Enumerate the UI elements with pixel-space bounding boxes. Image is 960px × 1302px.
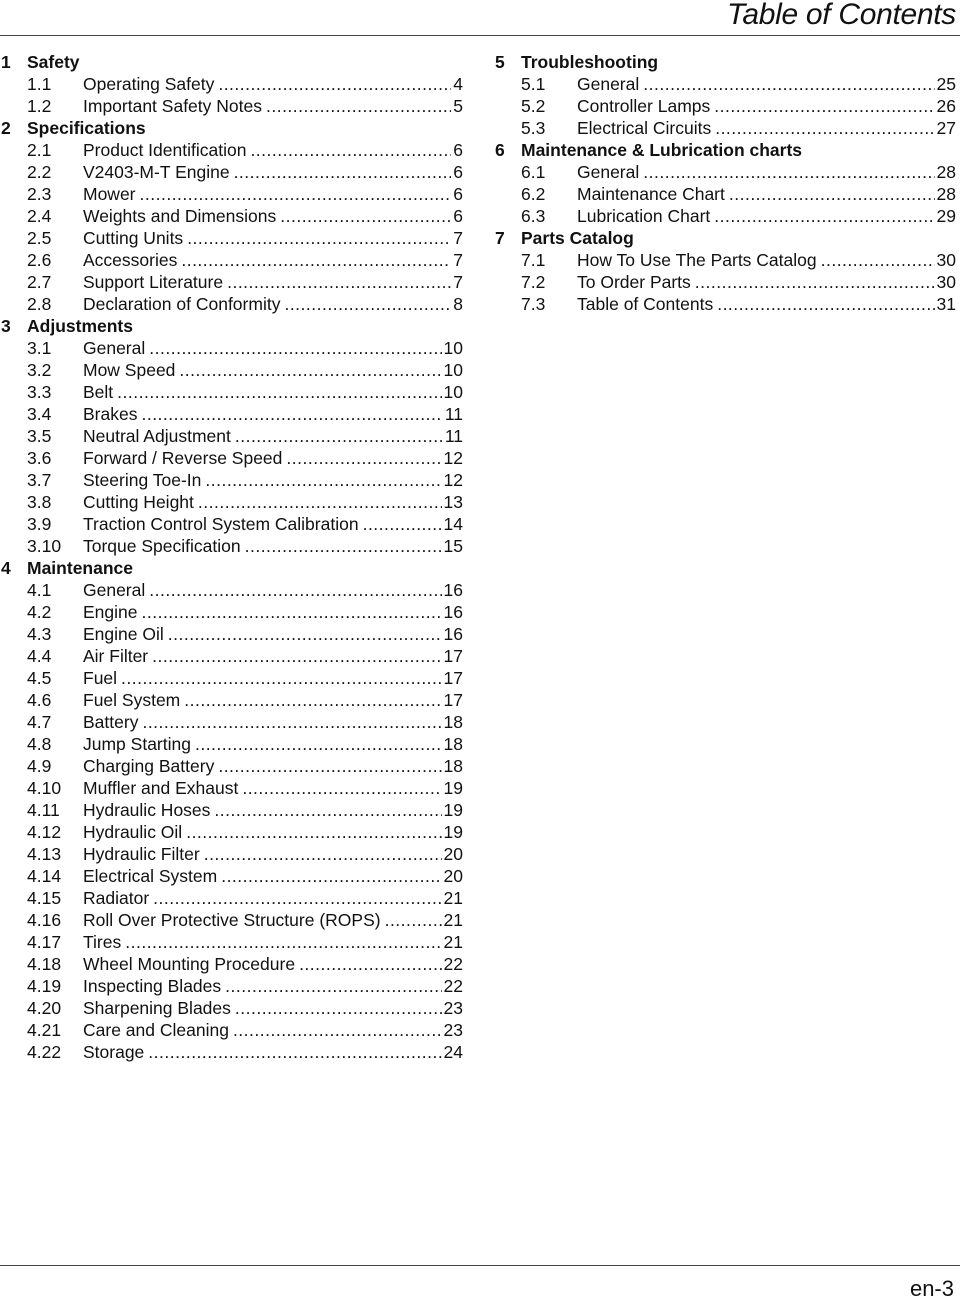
toc-entry[interactable] [1,73,463,95]
entry-label: Storage [83,1042,145,1062]
entry-number: 4.21 [27,1020,62,1040]
toc-entry[interactable] [1,425,463,447]
entry-number: 4.5 [27,668,52,688]
entry-label: Controller Lamps [577,96,711,116]
entry-page-number: 8 [453,294,463,314]
entry-page-number: 17 [443,646,463,666]
entry-label: Charging Battery [83,756,215,776]
entry-page-number: 23 [443,1020,463,1040]
toc-entry[interactable] [1,1041,463,1063]
entry-label: Wheel Mounting Procedure [83,954,296,974]
entry-label: Neutral Adjustment [83,426,231,446]
dot-leader [184,689,441,711]
entry-number: 2.3 [27,184,52,204]
toc-entry[interactable] [1,997,463,1019]
toc-entry[interactable] [495,117,956,139]
entry-label: General [83,338,146,358]
toc-entry[interactable] [1,359,463,381]
dot-leader [218,73,451,95]
entry-page-number: 6 [453,162,463,182]
entry-number: 7.1 [521,250,546,270]
toc-entry[interactable] [1,447,463,469]
entry-label: Belt [83,382,114,402]
toc-section-heading[interactable] [1,117,463,139]
toc-entry[interactable] [1,623,463,645]
toc-entry[interactable] [495,161,956,183]
section-number: 6 [495,140,505,160]
toc-entry[interactable] [1,645,463,667]
dot-leader [729,183,935,205]
entry-label: Tires [83,932,122,952]
entry-label: General [83,580,146,600]
toc-entry[interactable] [495,95,956,117]
entry-number: 2.6 [27,250,52,270]
entry-number: 4.2 [27,602,52,622]
dot-leader [218,755,441,777]
entry-number: 7.3 [521,294,546,314]
entry-label: Inspecting Blades [83,976,222,996]
section-title: Troubleshooting [521,52,659,72]
dot-leader [140,183,452,205]
entry-page-number: 16 [443,580,463,600]
entry-number: 4.17 [27,932,62,952]
dot-leader [149,337,441,359]
entry-label: Cutting Height [83,492,194,512]
entry-number: 4.7 [27,712,52,732]
section-title: Safety [27,52,80,72]
toc-entry[interactable] [495,205,956,227]
dot-leader [284,293,451,315]
entry-page-number: 7 [453,272,463,292]
section-number: 3 [1,316,11,336]
entry-page-number: 10 [443,338,463,358]
dot-leader [245,535,442,557]
entry-number: 4.14 [27,866,62,886]
entry-page-number: 23 [443,998,463,1018]
dot-leader [643,73,934,95]
entry-number: 5.2 [521,96,546,116]
entry-label: Traction Control System Calibration [83,514,359,534]
dot-leader [168,623,442,645]
toc-entry[interactable] [1,205,463,227]
entry-label: General [577,162,640,182]
entry-page-number: 7 [453,250,463,270]
dot-leader [385,909,442,931]
entry-number: 4.20 [27,998,62,1018]
toc-section-heading[interactable] [1,557,463,579]
entry-label: Mow Speed [83,360,176,380]
toc-entry[interactable] [1,161,463,183]
entry-page-number: 7 [453,228,463,248]
dot-leader [153,887,441,909]
entry-number: 4.1 [27,580,52,600]
entry-page-number: 18 [443,712,463,732]
dot-leader [227,271,451,293]
entry-page-number: 28 [936,184,956,204]
entry-label: Electrical Circuits [577,118,712,138]
toc-entry[interactable] [1,271,463,293]
dot-leader [141,403,442,425]
section-number: 5 [495,52,505,72]
entry-label: Hydraulic Filter [83,844,200,864]
entry-page-number: 19 [443,800,463,820]
dot-leader [117,381,441,403]
entry-label: Declaration of Conformity [83,294,281,314]
entry-number: 2.1 [27,140,52,160]
dot-leader [179,359,441,381]
entry-label: Engine Oil [83,624,164,644]
entry-label: Steering Toe-In [83,470,202,490]
dot-leader [717,293,934,315]
entry-label: Accessories [83,250,178,270]
toc-entry[interactable] [495,73,956,95]
dot-leader [363,513,442,535]
toc-section-heading[interactable] [1,51,463,73]
entry-label: Roll Over Protective Structure (ROPS) [83,910,381,930]
entry-number: 4.11 [27,800,60,820]
entry-number: 6.2 [521,184,546,204]
entry-page-number: 21 [443,910,463,930]
entry-label: Electrical System [83,866,218,886]
entry-label: Mower [83,184,136,204]
entry-number: 2.2 [27,162,52,182]
toc-entry[interactable] [1,931,463,953]
entry-number: 5.3 [521,118,546,138]
entry-label: General [577,74,640,94]
dot-leader [821,249,935,271]
toc-entry[interactable] [1,865,463,887]
entry-number: 3.8 [27,492,52,512]
entry-label: Cutting Units [83,228,184,248]
entry-page-number: 16 [443,624,463,644]
entry-label: Operating Safety [83,74,215,94]
entry-page-number: 19 [443,778,463,798]
dot-leader [142,601,442,623]
toc-entry[interactable] [1,381,463,403]
entry-number: 1.1 [27,74,52,94]
dot-leader [142,711,441,733]
toc-entry[interactable] [495,183,956,205]
entry-number: 2.4 [27,206,52,226]
entry-label: Fuel [83,668,118,688]
section-title: Adjustments [27,316,133,336]
entry-page-number: 19 [443,822,463,842]
toc-entry[interactable] [495,249,956,271]
entry-label: Muffler and Exhaust [83,778,239,798]
toc-entry[interactable] [1,689,463,711]
entry-page-number: 26 [936,96,956,116]
entry-label: Radiator [83,888,150,908]
section-title: Specifications [27,118,146,138]
dot-leader [121,667,441,689]
entry-number: 2.7 [27,272,52,292]
entry-page-number: 22 [443,954,463,974]
toc-entry[interactable] [1,183,463,205]
entry-number: 4.6 [27,690,52,710]
entry-page-number: 6 [453,140,463,160]
toc-entry[interactable] [1,491,463,513]
dot-leader [187,227,451,249]
entry-page-number: 11 [444,404,463,424]
entry-label: Sharpening Blades [83,998,231,1018]
dot-leader [299,953,441,975]
entry-number: 4.10 [27,778,62,798]
toc-entry[interactable] [1,293,463,315]
entry-page-number: 18 [443,756,463,776]
page-title: Table of Contents [727,0,956,31]
entry-page-number: 21 [443,932,463,952]
entry-number: 4.9 [27,756,52,776]
entry-page-number: 25 [936,74,956,94]
entry-label: Hydraulic Hoses [83,800,211,820]
entry-label: Battery [83,712,139,732]
entry-page-number: 18 [443,734,463,754]
entry-number: 3.1 [27,338,52,358]
entry-number: 3.5 [27,426,52,446]
entry-label: Support Literature [83,272,224,292]
entry-label: Care and Cleaning [83,1020,229,1040]
entry-page-number: 22 [443,976,463,996]
toc-section-heading[interactable] [495,227,956,249]
entry-label: Torque Specification [83,536,241,556]
entry-label: Fuel System [83,690,181,710]
entry-page-number: 17 [443,690,463,710]
entry-label: Maintenance Chart [577,184,725,204]
entry-number: 3.6 [27,448,52,468]
toc-entry[interactable] [1,469,463,491]
entry-page-number: 29 [936,206,956,226]
dot-leader [204,843,442,865]
entry-page-number: 14 [443,514,463,534]
dot-leader [221,865,441,887]
toc-entry[interactable] [1,711,463,733]
entry-number: 2.5 [27,228,52,248]
toc-column-left [1,51,463,1063]
toc-section-heading[interactable] [495,139,956,161]
toc-entry[interactable] [495,271,956,293]
section-number: 1 [1,52,11,72]
toc-entry[interactable] [1,337,463,359]
dot-leader [149,579,441,601]
dot-leader [250,139,451,161]
entry-number: 4.15 [27,888,62,908]
dot-leader [266,95,451,117]
entry-label: Table of Contents [577,294,714,314]
entry-label: Brakes [83,404,138,424]
dot-leader [198,491,442,513]
dot-leader [225,975,441,997]
toc-entry[interactable] [1,513,463,535]
entry-page-number: 31 [936,294,956,314]
dot-leader [234,161,452,183]
toc-entry[interactable] [1,249,463,271]
dot-leader [233,1019,442,1041]
section-title: Maintenance [27,558,133,578]
entry-page-number: 30 [936,250,956,270]
entry-number: 3.10 [27,536,62,556]
toc-entry[interactable] [1,953,463,975]
footer-rule [0,1265,960,1266]
toc-entry[interactable] [1,227,463,249]
entry-page-number: 10 [443,360,463,380]
toc-entry[interactable] [1,975,463,997]
entry-number: 4.8 [27,734,52,754]
toc-entry[interactable] [1,887,463,909]
toc-entry[interactable] [1,579,463,601]
entry-page-number: 4 [453,74,463,94]
dot-leader [195,733,442,755]
entry-label: Hydraulic Oil [83,822,183,842]
entry-page-number: 15 [443,536,463,556]
dot-leader [235,425,443,447]
toc-section-heading[interactable] [1,315,463,337]
entry-page-number: 5 [453,96,463,116]
entry-label: Forward / Reverse Speed [83,448,283,468]
dot-leader [695,271,935,293]
dot-leader [643,161,934,183]
dot-leader [148,1041,441,1063]
entry-number: 5.1 [521,74,546,94]
entry-page-number: 10 [443,382,463,402]
dot-leader [242,777,441,799]
entry-number: 6.1 [521,162,546,182]
entry-number: 2.8 [27,294,52,314]
dot-leader [125,931,441,953]
dot-leader [714,95,934,117]
toc-entry[interactable] [1,843,463,865]
entry-page-number: 12 [443,448,463,468]
toc-entry[interactable] [1,799,463,821]
entry-number: 3.3 [27,382,52,402]
dot-leader [181,249,451,271]
entry-label: V2403-M-T Engine [83,162,230,182]
dot-leader [235,997,442,1019]
toc-entry[interactable] [1,403,463,425]
entry-number: 4.22 [27,1042,62,1062]
entry-number: 4.16 [27,910,62,930]
entry-page-number: 17 [443,668,463,688]
entry-number: 3.4 [27,404,52,424]
entry-page-number: 6 [453,206,463,226]
section-number: 7 [495,228,505,248]
entry-label: How To Use The Parts Catalog [577,250,817,270]
entry-label: Product Identification [83,140,247,160]
entry-number: 4.4 [27,646,52,666]
entry-page-number: 24 [443,1042,463,1062]
entry-page-number: 27 [936,118,956,138]
dot-leader [152,645,441,667]
section-number: 2 [1,118,11,138]
toc-entry[interactable] [1,733,463,755]
page-number: en-3 [909,1276,954,1301]
toc-entry[interactable] [1,601,463,623]
dot-leader [205,469,441,491]
entry-number: 4.12 [27,822,62,842]
entry-number: 3.2 [27,360,52,380]
entry-number: 6.3 [521,206,546,226]
entry-page-number: 20 [443,866,463,886]
dot-leader [186,821,441,843]
entry-page-number: 28 [936,162,956,182]
toc-entry[interactable] [1,667,463,689]
toc-entry[interactable] [1,821,463,843]
dot-leader [280,205,451,227]
entry-number: 4.19 [27,976,62,996]
entry-number: 4.3 [27,624,52,644]
entry-number: 1.2 [27,96,52,116]
entry-label: Weights and Dimensions [83,206,277,226]
toc-entry[interactable] [1,535,463,557]
entry-page-number: 11 [444,426,463,446]
entry-page-number: 13 [443,492,463,512]
entry-label: Jump Starting [83,734,191,754]
header-rule [0,35,960,36]
entry-number: 3.7 [27,470,52,490]
toc-entry[interactable] [1,777,463,799]
toc-entry[interactable] [1,909,463,931]
entry-label: Air Filter [83,646,149,666]
entry-label: To Order Parts [577,272,691,292]
toc-entry[interactable] [1,95,463,117]
entry-page-number: 21 [443,888,463,908]
entry-page-number: 20 [443,844,463,864]
entry-label: Important Safety Notes [83,96,262,116]
entry-number: 3.9 [27,514,52,534]
toc-entry[interactable] [495,293,956,315]
entry-page-number: 6 [453,184,463,204]
section-number: 4 [1,558,11,578]
toc-column-right [495,51,956,315]
entry-number: 4.18 [27,954,62,974]
toc-entry[interactable] [1,755,463,777]
toc-entry[interactable] [1,139,463,161]
section-title: Parts Catalog [521,228,634,248]
entry-page-number: 12 [443,470,463,490]
dot-leader [286,447,441,469]
entry-page-number: 16 [443,602,463,622]
entry-number: 7.2 [521,272,546,292]
dot-leader [715,117,934,139]
entry-label: Engine [83,602,138,622]
entry-label: Lubrication Chart [577,206,711,226]
dot-leader [214,799,441,821]
toc-section-heading[interactable] [495,51,956,73]
entry-page-number: 30 [936,272,956,292]
dot-leader [714,205,934,227]
toc-entry[interactable] [1,1019,463,1041]
entry-number: 4.13 [27,844,62,864]
section-title: Maintenance & Lubrication charts [521,140,803,160]
